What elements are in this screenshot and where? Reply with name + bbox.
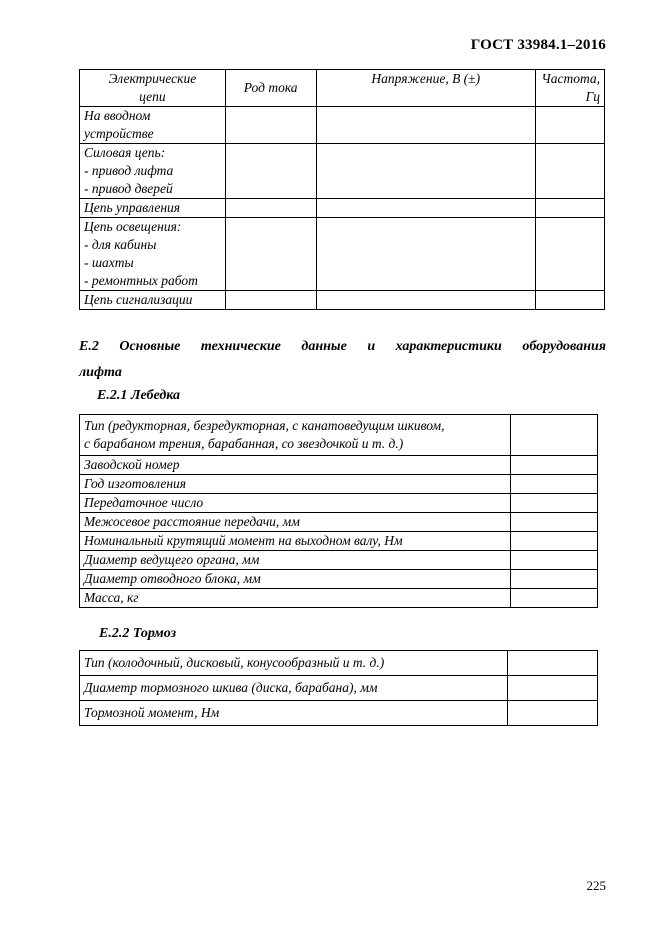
document-id: ГОСТ 33984.1–2016 <box>470 37 606 53</box>
empty-cell[interactable] <box>511 456 598 475</box>
empty-cell[interactable] <box>225 291 316 310</box>
table-row <box>80 551 598 570</box>
winch-table <box>79 414 598 608</box>
table-row <box>80 513 598 532</box>
row-label: Тип (редукторная, безредукторная, с канатоведущим шкивом, с барабаном трения, барабанная, со звездочкой и т. д.) <box>80 415 511 456</box>
row-label: Диаметр ведущего органа, мм <box>80 551 511 570</box>
electrical-circuits-table <box>79 69 605 310</box>
subsection-title-brake: Е.2.2 Тормоз <box>99 626 177 641</box>
empty-cell[interactable] <box>535 199 604 218</box>
row-label: Цепь управления <box>80 199 226 218</box>
table-row <box>80 475 598 494</box>
empty-cell[interactable] <box>316 218 535 291</box>
table-row <box>80 532 598 551</box>
page-number: 225 <box>586 878 606 893</box>
row-label: Тормозной момент, Нм <box>80 701 508 726</box>
empty-cell[interactable] <box>535 291 604 310</box>
empty-cell[interactable] <box>316 291 535 310</box>
empty-cell[interactable] <box>511 494 598 513</box>
brake-table <box>79 650 598 726</box>
empty-cell[interactable] <box>511 551 598 570</box>
empty-cell[interactable] <box>535 107 604 144</box>
table-row <box>80 701 598 726</box>
row-label: Цепь освещения: - для кабины - шахты - ремонтных работ <box>80 218 226 291</box>
col-header-current-type: Род тока <box>225 70 316 107</box>
table-row <box>80 456 598 475</box>
empty-cell[interactable] <box>535 144 604 199</box>
col-header-circuits: Электрические цепи <box>80 70 226 107</box>
subsection-title-winch: Е.2.1 Лебедка <box>97 388 181 403</box>
table-row <box>80 199 605 218</box>
empty-cell[interactable] <box>511 513 598 532</box>
empty-cell[interactable] <box>225 107 316 144</box>
empty-cell[interactable] <box>316 144 535 199</box>
table-row <box>80 589 598 608</box>
row-label: На вводном устройстве <box>80 107 226 144</box>
row-label: Диаметр отводного блока, мм <box>80 570 511 589</box>
empty-cell[interactable] <box>316 107 535 144</box>
row-label: Передаточное число <box>80 494 511 513</box>
table-row <box>80 651 598 676</box>
table-header-row <box>80 70 605 107</box>
empty-cell[interactable] <box>508 701 598 726</box>
table-row <box>80 415 598 456</box>
row-label: Цепь сигнализации <box>80 291 226 310</box>
empty-cell[interactable] <box>508 651 598 676</box>
empty-cell[interactable] <box>225 218 316 291</box>
empty-cell[interactable] <box>316 199 535 218</box>
row-label: Диаметр тормозного шкива (диска, барабана), мм <box>80 676 508 701</box>
empty-cell[interactable] <box>508 676 598 701</box>
empty-cell[interactable] <box>225 144 316 199</box>
table-row <box>80 676 598 701</box>
row-label: Заводской номер <box>80 456 511 475</box>
row-label: Межосевое расстояние передачи, мм <box>80 513 511 532</box>
table-row <box>80 291 605 310</box>
empty-cell[interactable] <box>511 532 598 551</box>
row-label: Год изготовления <box>80 475 511 494</box>
col-header-frequency: Частота, Гц <box>535 70 604 107</box>
table-row <box>80 218 605 291</box>
empty-cell[interactable] <box>511 589 598 608</box>
table-row <box>80 107 605 144</box>
row-label: Тип (колодочный, дисковый, конусообразный и т. д.) <box>80 651 508 676</box>
empty-cell[interactable] <box>511 415 598 456</box>
col-header-voltage: Напряжение, В (±) <box>316 70 535 107</box>
table-row <box>80 570 598 589</box>
empty-cell[interactable] <box>511 475 598 494</box>
row-label: Масса, кг <box>80 589 511 608</box>
empty-cell[interactable] <box>511 570 598 589</box>
empty-cell[interactable] <box>535 218 604 291</box>
table-row <box>80 494 598 513</box>
table-row <box>80 144 605 199</box>
row-label: Номинальный крутящий момент на выходном валу, Нм <box>80 532 511 551</box>
section-title: Е.2 Основные технические данные и характеристики оборудования лифта <box>79 339 606 380</box>
empty-cell[interactable] <box>225 199 316 218</box>
row-label: Силовая цепь: - привод лифта - привод дверей <box>80 144 226 199</box>
